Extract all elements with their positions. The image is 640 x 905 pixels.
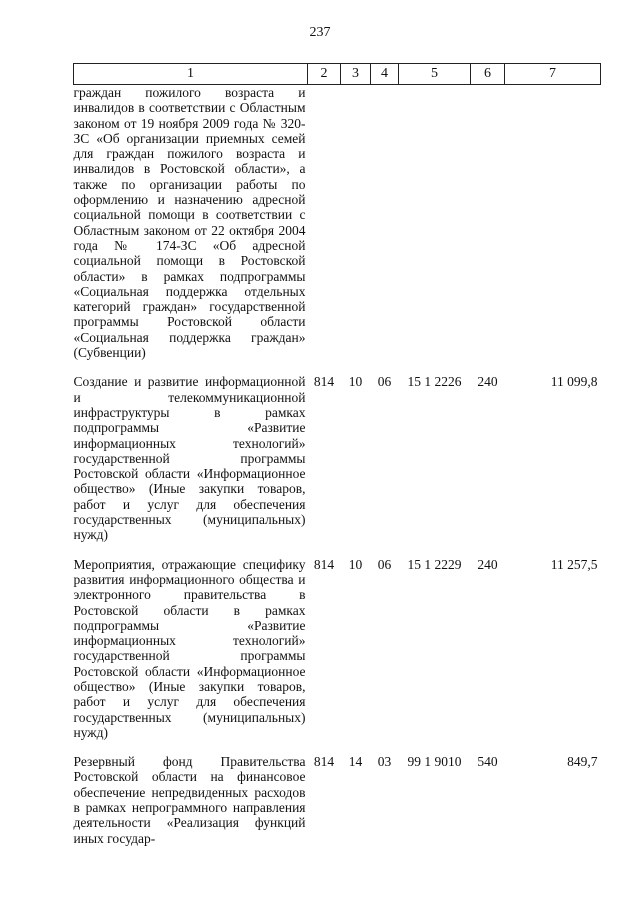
row-amount: 11 257,5 [550, 556, 598, 572]
table-header-row [74, 64, 601, 85]
row-description: Мероприятия, отражающие специфику развития информационного общества и электронного правительства в Ростовской области в рамках подпрограммы «Развитие информационных технологий» государственной программы Ростовской области «Информационное общество» (Иные закупки товаров, работ и услуг для обеспечения государственных (муниципальных) нужд) [73, 556, 306, 740]
row-ministry-code: 814 [313, 754, 335, 770]
row-ministry-code: 814 [313, 556, 335, 572]
row-expense-type: 240 [477, 556, 498, 572]
row-description: Создание и развитие информационной и телекоммуникационной инфраструктуры в рамках подпрограммы «Развитие информационных технологий» государственной программы Ростовской области «Информационное общество» (Иные закупки товаров, работ и услуг для обеспечения государственных (муниципальных) нужд) [73, 374, 306, 543]
page-number: 237 [309, 25, 331, 40]
column-header-6: 6 [471, 64, 505, 85]
column-header-1: 1 [74, 64, 308, 85]
row-expense-type: 540 [477, 754, 498, 770]
column-header-7: 7 [505, 64, 601, 85]
row-subsection-code: 03 [377, 754, 392, 770]
table-row [74, 557, 601, 755]
column-header-4: 4 [371, 64, 399, 85]
row-section-code: 14 [348, 754, 363, 770]
row-section-code: 10 [348, 556, 363, 572]
row-ministry-code: 814 [313, 374, 335, 390]
table-row [74, 754, 601, 860]
row-subsection-code: 06 [377, 556, 392, 572]
row-target-code: 15 1 2229 [407, 556, 462, 572]
row-ministry-code [308, 85, 341, 375]
row-description: Резервный фонд Правительства Ростовской области на финансовое обеспечение непредвиденных расходов в рамках непрограммного направления деятельности «Реализация функций иных государ- [73, 754, 306, 846]
table-row [74, 374, 601, 556]
row-amount [505, 85, 601, 375]
row-target-code: 99 1 9010 [407, 754, 462, 770]
column-header-3: 3 [341, 64, 371, 85]
row-section-code: 10 [348, 374, 363, 390]
row-description: граждан пожилого возраста и инвалидов в соответствии с Областным законом от 19 ноября 2009 года № 320-ЗС «Об организации приемных семей для граждан пожилого возраста и инвалидов в Ростовской области», а также по организации работы по оформлению и назначению адресной социальной помощи в соответствии с Областным законом от 22 октября 2004 года № 174-ЗС «Об адресной социальной помощи в Ростовской области» в рамках подпрограммы «Социальная поддержка отдельных категорий граждан» государственной программы Ростовской области «Социальная поддержка граждан» (Субвенции) [73, 85, 306, 361]
row-expense-type [471, 85, 505, 375]
column-header-5: 5 [399, 64, 471, 85]
row-section-code [341, 85, 371, 375]
column-header-2: 2 [308, 64, 341, 85]
row-target-code: 15 1 2226 [407, 374, 462, 390]
row-target-code [399, 85, 471, 375]
row-amount: 849,7 [567, 754, 598, 770]
row-subsection-code: 06 [377, 374, 392, 390]
table-row [74, 85, 601, 375]
budget-table [73, 63, 601, 860]
row-amount: 11 099,8 [550, 374, 598, 390]
row-expense-type: 240 [477, 374, 498, 390]
row-subsection-code [371, 85, 399, 375]
